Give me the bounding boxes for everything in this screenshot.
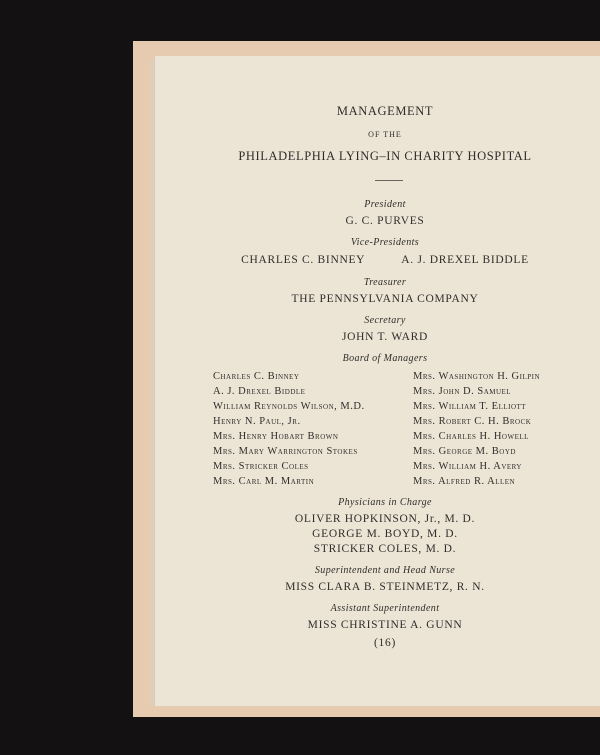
physician-name: GEORGE M. BOYD, M. D.: [312, 528, 458, 540]
board-member: Mrs. John D. Samuel: [413, 386, 512, 397]
secretary-label: Secretary: [364, 315, 406, 326]
document-page: [155, 56, 600, 706]
physicians-label: Physicians in Charge: [338, 497, 432, 508]
of-the-text: OF THE: [368, 130, 402, 139]
treasurer-label: Treasurer: [363, 277, 407, 288]
board-member: Mrs. Stricker Coles: [213, 461, 309, 472]
assistant-label: Assistant Superintendent: [330, 603, 440, 614]
board-member: Mrs. Charles H. Howell: [413, 431, 529, 442]
board-member: Henry N. Paul, Jr.: [213, 416, 301, 427]
vice-president-2: A. J. DREXEL BIDDLE: [401, 254, 529, 266]
board-member: Mrs. Alfred R. Allen: [413, 476, 516, 487]
board-member: Mrs. William H. Avery: [413, 461, 522, 472]
management-heading: MANAGEMENT: [336, 104, 434, 118]
vice-presidents-names: [155, 254, 600, 266]
board-member: Mrs. Washington H. Gilpin: [413, 371, 541, 382]
treasurer-name: THE PENNSYLVANIA COMPANY: [291, 293, 479, 305]
vice-presidents-label: Vice-Presidents: [350, 237, 420, 248]
assistant-name: MISS CHRISTINE A. GUNN: [307, 619, 463, 631]
board-member: Charles C. Binney: [213, 371, 300, 382]
board-label: Board of Managers: [342, 353, 428, 364]
board-member: Mrs. Robert C. H. Brock: [413, 416, 532, 427]
physician-name: OLIVER HOPKINSON, Jr., M. D.: [294, 513, 476, 525]
physician-name: STRICKER COLES, M. D.: [313, 543, 457, 555]
board-member: Mrs. Mary Warrington Stokes: [213, 446, 358, 457]
page-number: (16): [374, 637, 396, 649]
board-member: William Reynolds Wilson, M.D.: [213, 401, 365, 412]
president-label: President: [364, 199, 406, 210]
board-member: A. J. Drexel Biddle: [213, 386, 306, 397]
secretary-name: JOHN T. WARD: [341, 331, 429, 343]
divider-rule: [375, 180, 403, 181]
board-member: Mrs. Carl M. Martin: [213, 476, 315, 487]
board-member: Mrs. George M. Boyd: [413, 446, 516, 457]
board-member: Mrs. Henry Hobart Brown: [213, 431, 339, 442]
board-right-column: [413, 369, 540, 489]
superintendent-name: MISS CLARA B. STEINMETZ, R. N.: [285, 581, 485, 593]
board-left-column: [213, 369, 365, 489]
board-member: Mrs. William T. Elliott: [413, 401, 527, 412]
hospital-name: PHILADELPHIA LYING–IN CHARITY HOSPITAL: [238, 149, 532, 163]
superintendent-label: Superintendent and Head Nurse: [314, 565, 456, 576]
president-name: G. C. PURVES: [345, 215, 425, 227]
vice-president-1: CHARLES C. BINNEY: [241, 254, 365, 266]
